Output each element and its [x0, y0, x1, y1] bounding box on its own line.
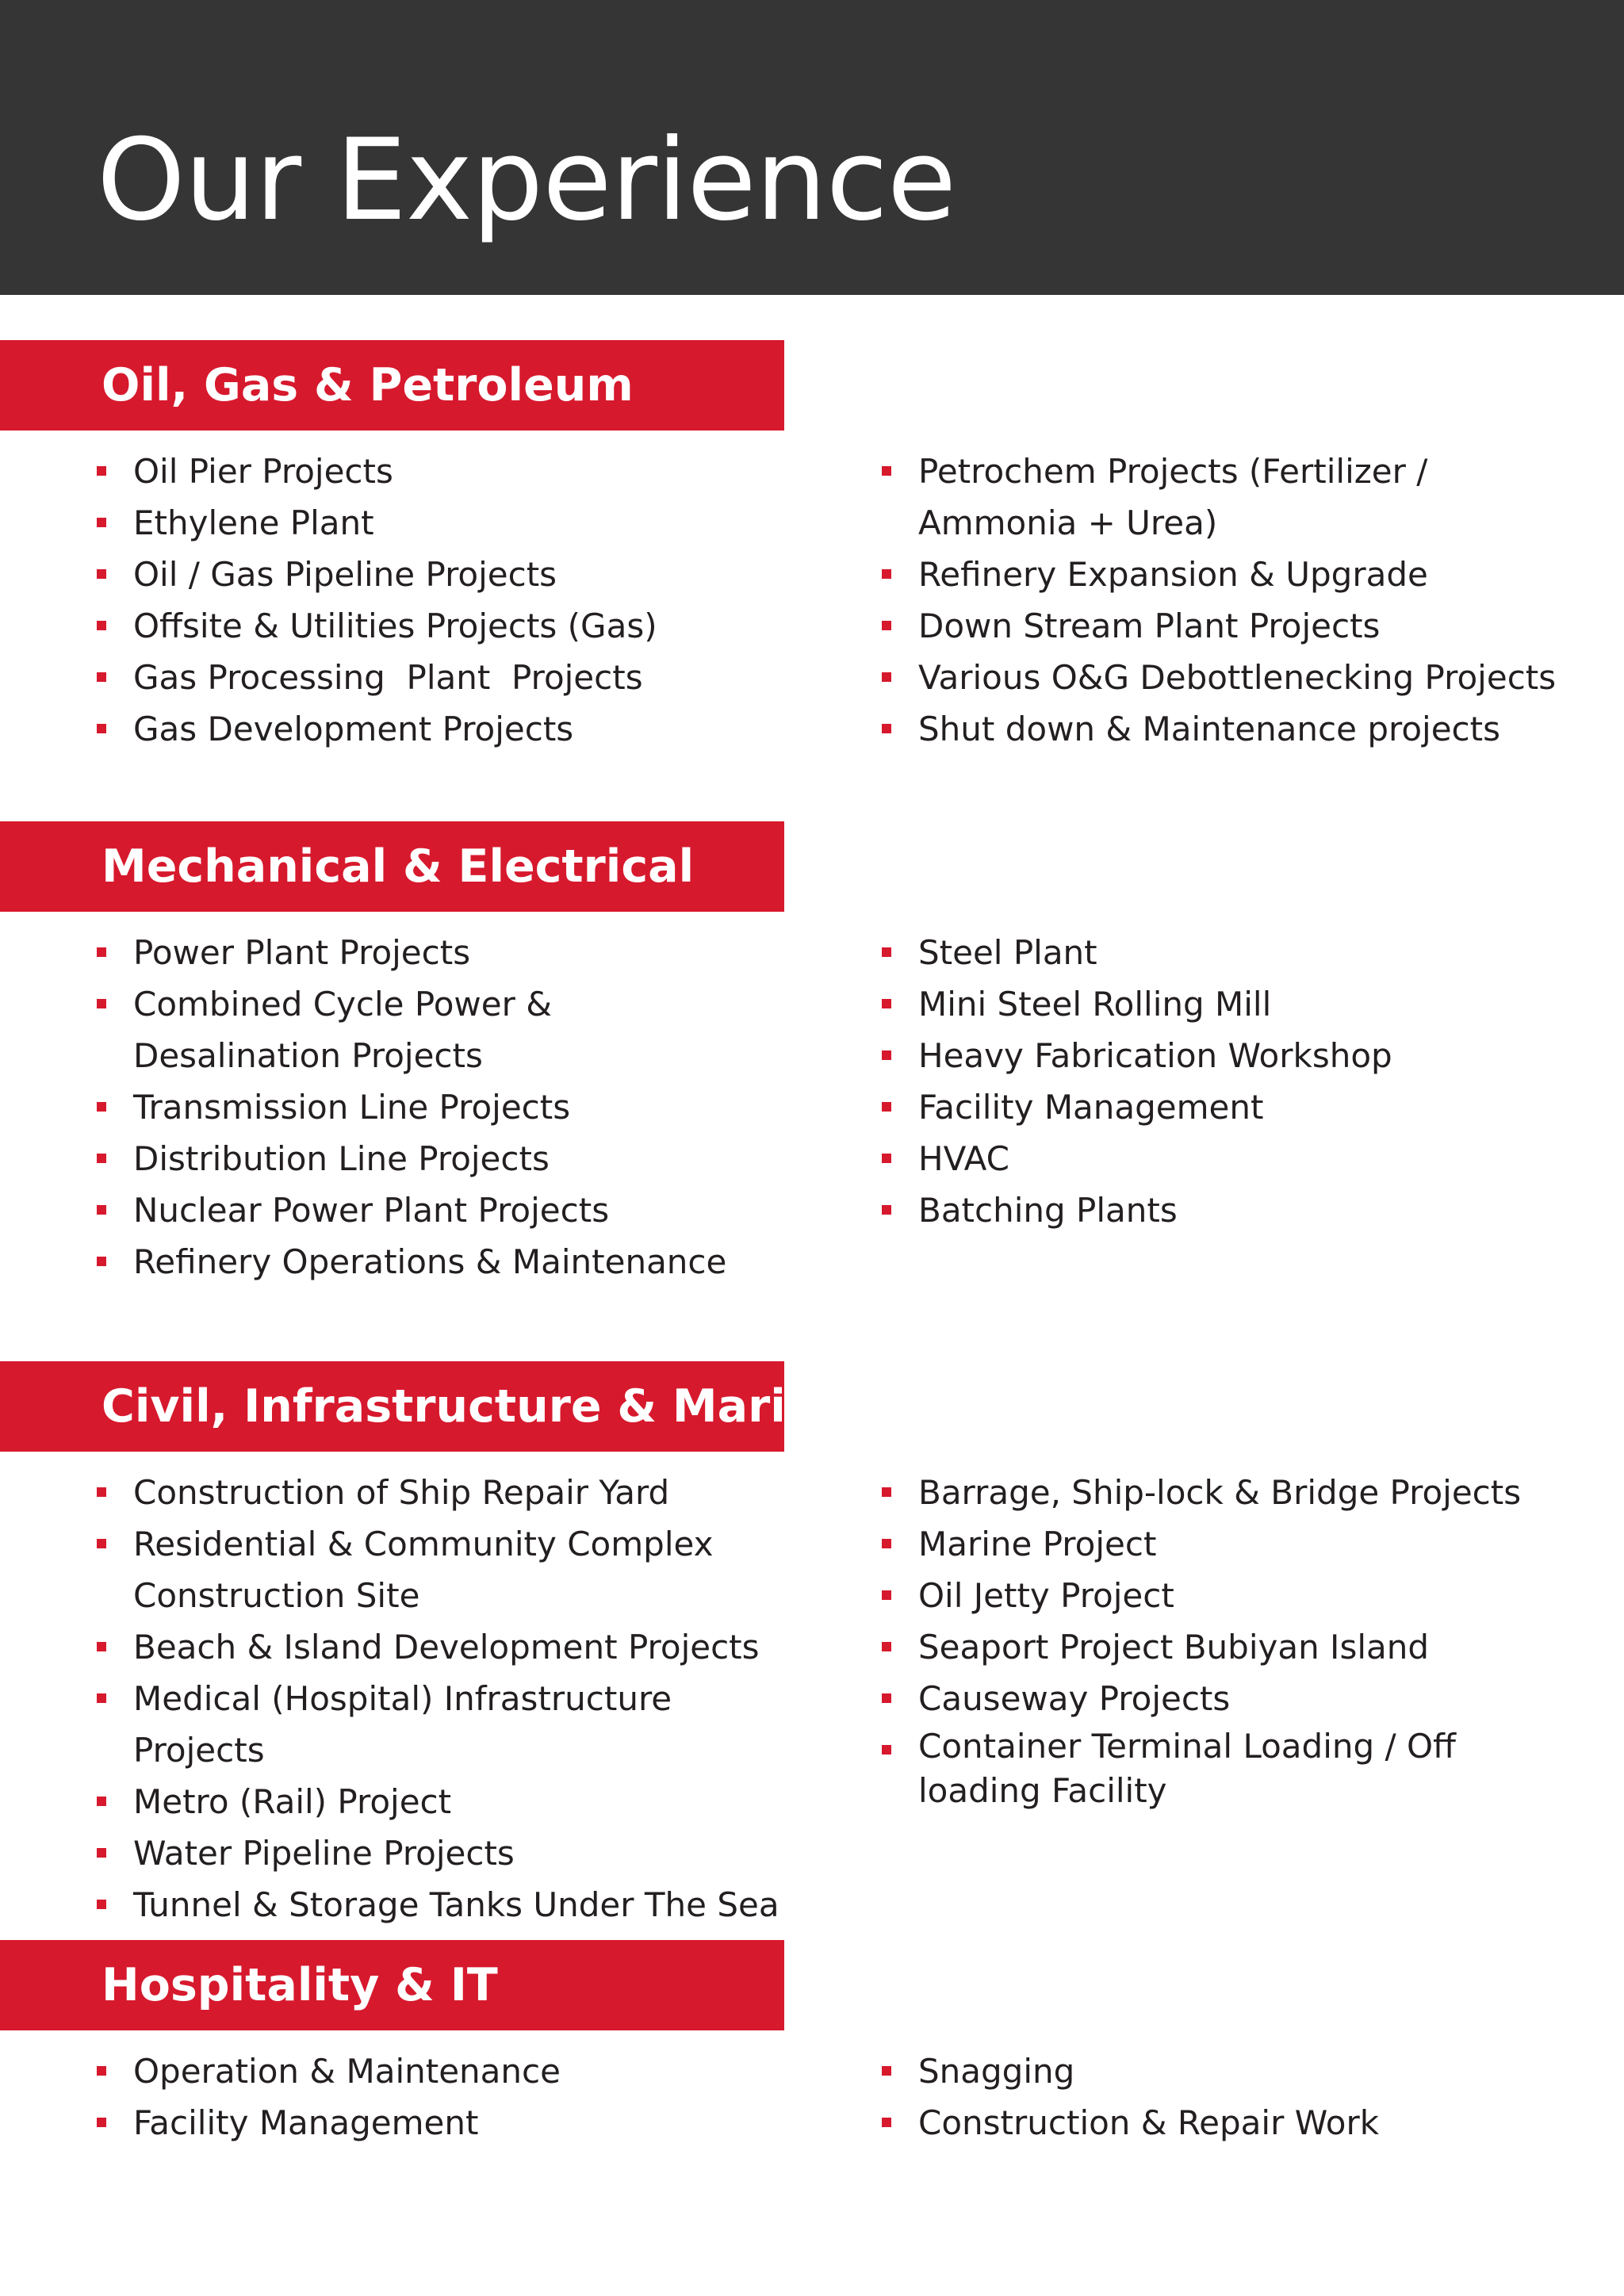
list-item-text: Metro (Rail) Project	[133, 1782, 452, 1821]
bullet-square-icon	[97, 1257, 106, 1266]
section-list-right	[882, 2045, 1580, 2149]
list-item-text: Facility Management	[918, 1088, 1264, 1127]
list-item	[97, 1467, 795, 1518]
section-list-left	[97, 2045, 795, 2149]
section-title: Civil, Infrastructure & Marine	[102, 1380, 848, 1433]
list-item	[97, 927, 795, 978]
list-item-text: Power Plant Projects	[133, 933, 471, 972]
list-item	[97, 1776, 795, 1827]
bullet-square-icon	[97, 569, 106, 579]
list-item-text: Combined Cycle Power & Desalination Projects	[133, 985, 563, 1075]
bullet-square-icon	[97, 1693, 106, 1703]
list-item	[882, 978, 1580, 1030]
bullet-square-icon	[882, 621, 891, 630]
list-item	[97, 600, 795, 652]
bullet-square-icon	[97, 672, 106, 682]
list-item	[882, 1184, 1580, 1236]
bullet-square-icon	[97, 1848, 106, 1858]
list-item	[882, 1518, 1580, 1570]
bullet-square-icon	[882, 1102, 891, 1112]
bullet-square-icon	[882, 1745, 891, 1755]
list-item-text: Oil Pier Projects	[133, 452, 393, 491]
section-title: Oil, Gas & Petroleum	[102, 359, 634, 411]
list-item	[882, 1081, 1580, 1133]
bullet-square-icon	[97, 1900, 106, 1909]
list-item-text: Causeway Projects	[918, 1679, 1231, 1718]
list-item	[882, 549, 1580, 600]
list-item-text: Construction & Repair Work	[918, 2103, 1380, 2142]
section-list-left	[97, 1467, 795, 1931]
section-list-left	[97, 927, 795, 1288]
list-item	[97, 1133, 795, 1184]
list-item-text: Facility Management	[133, 2103, 479, 2142]
list-item-text: Steel Plant	[918, 933, 1097, 972]
bullet-square-icon	[882, 1050, 891, 1060]
list-item	[882, 1621, 1580, 1673]
bullet-square-icon	[97, 1642, 106, 1651]
bullet-square-icon	[882, 1205, 891, 1215]
bullet-square-icon	[882, 2066, 891, 2076]
bullet-square-icon	[97, 2118, 106, 2127]
bullet-square-icon	[882, 947, 891, 957]
list-item	[882, 1724, 1521, 1813]
bullet-square-icon	[97, 1797, 106, 1806]
page-header	[0, 0, 1624, 295]
list-item	[97, 1081, 795, 1133]
list-item	[97, 2045, 795, 2097]
list-item-text: HVAC	[918, 1139, 1009, 1178]
section-list-left	[97, 446, 795, 755]
bullet-square-icon	[882, 2118, 891, 2127]
bullet-square-icon	[97, 1539, 106, 1548]
list-item-text: Transmission Line Projects	[133, 1088, 571, 1127]
list-item-text: Water Pipeline Projects	[133, 1834, 515, 1873]
list-item	[97, 1236, 795, 1288]
list-item-text: Mini Steel Rolling Mill	[918, 985, 1272, 1024]
list-item-text: Batching Plants	[918, 1191, 1178, 1230]
list-item-text: Container Terminal Loading / Off loading Facility	[918, 1727, 1467, 1810]
list-item-text: Distribution Line Projects	[133, 1139, 550, 1178]
list-item	[97, 978, 768, 1081]
list-item-text: Operation & Maintenance	[133, 2052, 561, 2091]
section-title: Hospitality & IT	[102, 1959, 498, 2011]
section-header-hospitality-it	[0, 1940, 784, 2030]
list-item	[882, 1570, 1580, 1621]
bullet-square-icon	[97, 1102, 106, 1112]
list-item	[882, 600, 1580, 652]
bullet-square-icon	[97, 1487, 106, 1497]
list-item	[97, 1879, 795, 1931]
bullet-square-icon	[97, 724, 106, 733]
section-header-civil-infrastructure-marine	[0, 1361, 848, 1452]
bullet-square-icon	[97, 466, 106, 476]
list-item	[882, 1673, 1580, 1724]
list-item	[97, 1518, 736, 1621]
list-item-text: Gas Development Projects	[133, 710, 574, 748]
bullet-square-icon	[882, 569, 891, 579]
section-list-right	[882, 446, 1580, 755]
list-item-text: Heavy Fabrication Workshop	[918, 1036, 1392, 1075]
list-item-text: Oil Jetty Project	[918, 1576, 1174, 1615]
list-item-text: Refinery Expansion & Upgrade	[918, 555, 1428, 594]
list-item-text: Tunnel & Storage Tanks Under The Sea	[133, 1885, 779, 1924]
bullet-square-icon	[882, 724, 891, 733]
list-item-text: Seaport Project Bubiyan Island	[918, 1628, 1430, 1667]
list-item-text: Offsite & Utilities Projects (Gas)	[133, 607, 657, 645]
bullet-square-icon	[97, 621, 106, 630]
list-item-text: Gas Processing Plant Projects	[133, 658, 643, 697]
list-item-text: Ethylene Plant	[133, 503, 374, 542]
list-item	[97, 1673, 795, 1776]
list-item-text: Nuclear Power Plant Projects	[133, 1191, 610, 1230]
list-item	[97, 446, 795, 497]
list-item-text: Petrochem Projects (Fertilizer / Ammonia + Urea)	[918, 452, 1438, 542]
list-item-text: Various O&G Debottlenecking Projects	[918, 658, 1557, 697]
bullet-square-icon	[882, 1487, 891, 1497]
list-item	[97, 1621, 795, 1673]
bullet-square-icon	[882, 1642, 891, 1651]
list-item	[882, 2097, 1580, 2149]
list-item-text: Shut down & Maintenance projects	[918, 710, 1500, 748]
list-item-text: Barrage, Ship-lock & Bridge Projects	[918, 1473, 1522, 1512]
section-list-right	[882, 927, 1580, 1236]
list-item	[882, 927, 1580, 978]
bullet-square-icon	[882, 1693, 891, 1703]
bullet-square-icon	[97, 518, 106, 527]
list-item	[97, 703, 795, 755]
list-item	[882, 652, 1580, 703]
bullet-square-icon	[882, 1590, 891, 1600]
list-item	[97, 652, 795, 703]
bullet-square-icon	[882, 672, 891, 682]
list-item-text: Marine Project	[918, 1525, 1157, 1563]
bullet-square-icon	[882, 1539, 891, 1548]
list-item	[882, 1133, 1580, 1184]
list-item	[882, 1467, 1580, 1518]
list-item	[97, 1184, 795, 1236]
list-item-text: Snagging	[918, 2052, 1075, 2091]
list-item	[97, 1827, 795, 1879]
list-item	[882, 446, 1473, 549]
list-item-text: Beach & Island Development Projects	[133, 1628, 760, 1667]
page-title: Our Experience	[97, 115, 956, 246]
list-item-text: Refinery Operations & Maintenance	[133, 1242, 727, 1281]
list-item	[882, 1030, 1580, 1081]
list-item	[882, 2045, 1580, 2097]
list-item-text: Down Stream Plant Projects	[918, 607, 1381, 645]
bullet-square-icon	[97, 1154, 106, 1163]
section-title: Mechanical & Electrical	[102, 840, 695, 893]
list-item	[882, 703, 1580, 755]
section-header-mechanical-electrical	[0, 821, 784, 912]
list-item-text: Oil / Gas Pipeline Projects	[133, 555, 557, 594]
bullet-square-icon	[97, 947, 106, 957]
bullet-square-icon	[882, 999, 891, 1008]
bullet-square-icon	[97, 2066, 106, 2076]
list-item-text: Medical (Hospital) Infrastructure Projects	[133, 1679, 683, 1770]
bullet-square-icon	[97, 999, 106, 1008]
list-item	[97, 497, 795, 549]
list-item-text: Construction of Ship Repair Yard	[133, 1473, 670, 1512]
section-header-oil-gas-petroleum	[0, 340, 784, 430]
list-item-text: Residential & Community Complex Construction Site	[133, 1525, 724, 1615]
list-item	[97, 2097, 795, 2149]
bullet-square-icon	[97, 1205, 106, 1215]
list-item	[97, 549, 795, 600]
bullet-square-icon	[882, 466, 891, 476]
bullet-square-icon	[882, 1154, 891, 1163]
section-list-right	[882, 1467, 1580, 1813]
